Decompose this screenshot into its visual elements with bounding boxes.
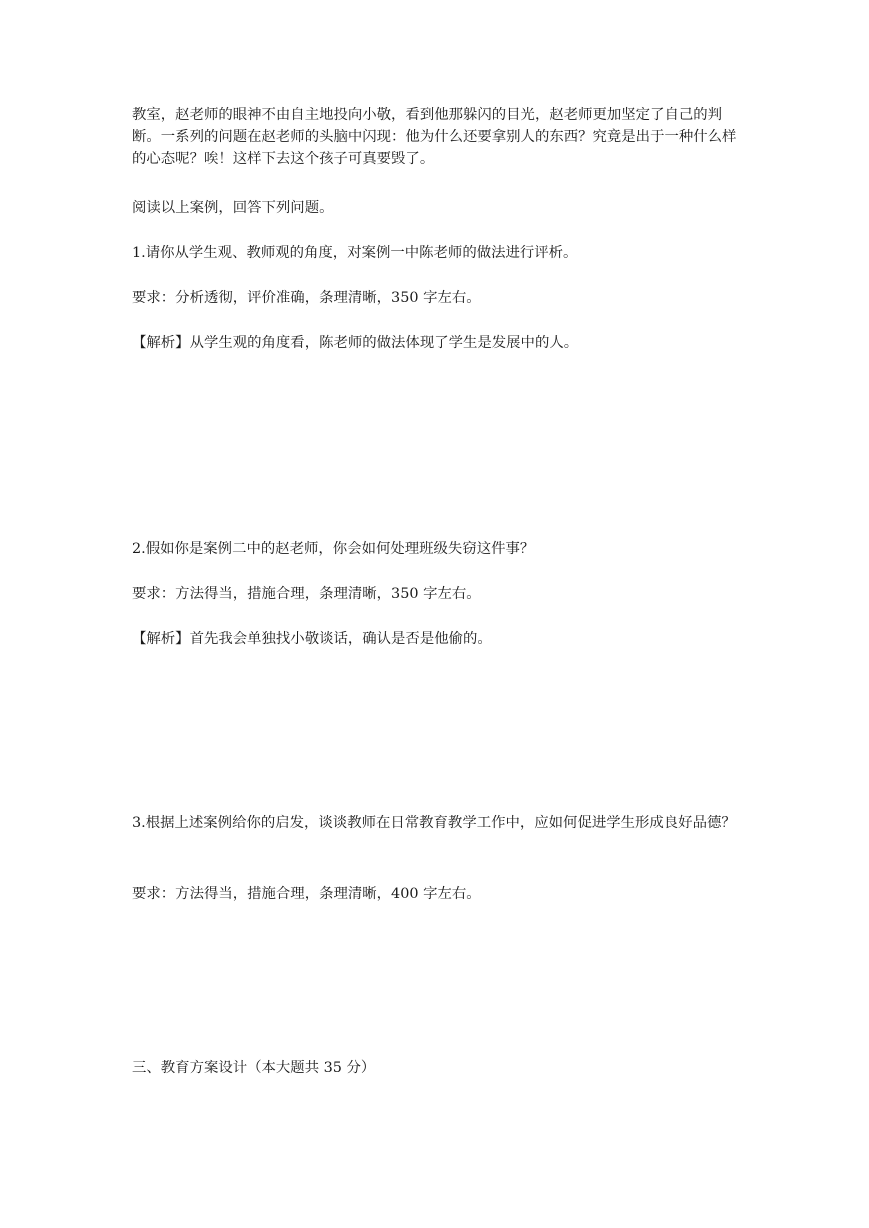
question-3-requirement: 要求：方法得当，措施合理，条理清晰，400 字左右。 (132, 886, 481, 902)
instruction-text: 阅读以上案例，回答下列问题。 (132, 200, 334, 216)
section-heading: 三、教育方案设计（本大题共 35 分） (132, 1060, 376, 1076)
question-1-analysis: 【解析】从学生观的角度看，陈老师的做法体现了学生是发展中的人。 (132, 335, 579, 351)
intro-paragraph: 教室，赵老师的眼神不由自主地投向小敬，看到他那躲闪的目光，赵老师更加坚定了自己的判断。一系列的问题在赵老师的头脑中闪现：他为什么还要拿别人的东西？究竟是出于一种什么样的心态呢？唉！这样下去这个孩子可真要毁了。 (132, 107, 737, 167)
question-2-requirement: 要求：方法得当，措施合理，条理清晰，350 字左右。 (132, 586, 481, 602)
question-3: 3.根据上述案例给你的启发，谈谈教师在日常教育教学工作中，应如何促进学生形成良好品德？ (132, 815, 736, 831)
question-2: 2.假如你是案例二中的赵老师，你会如何处理班级失窃这件事？ (132, 541, 535, 557)
question-1: 1.请你从学生观、教师观的角度，对案例一中陈老师的做法进行评析。 (132, 245, 578, 261)
question-1-requirement: 要求：分析透彻，评价准确，条理清晰，350 字左右。 (132, 290, 481, 306)
question-2-analysis: 【解析】首先我会单独找小敬谈话，确认是否是他偷的。 (132, 631, 492, 647)
